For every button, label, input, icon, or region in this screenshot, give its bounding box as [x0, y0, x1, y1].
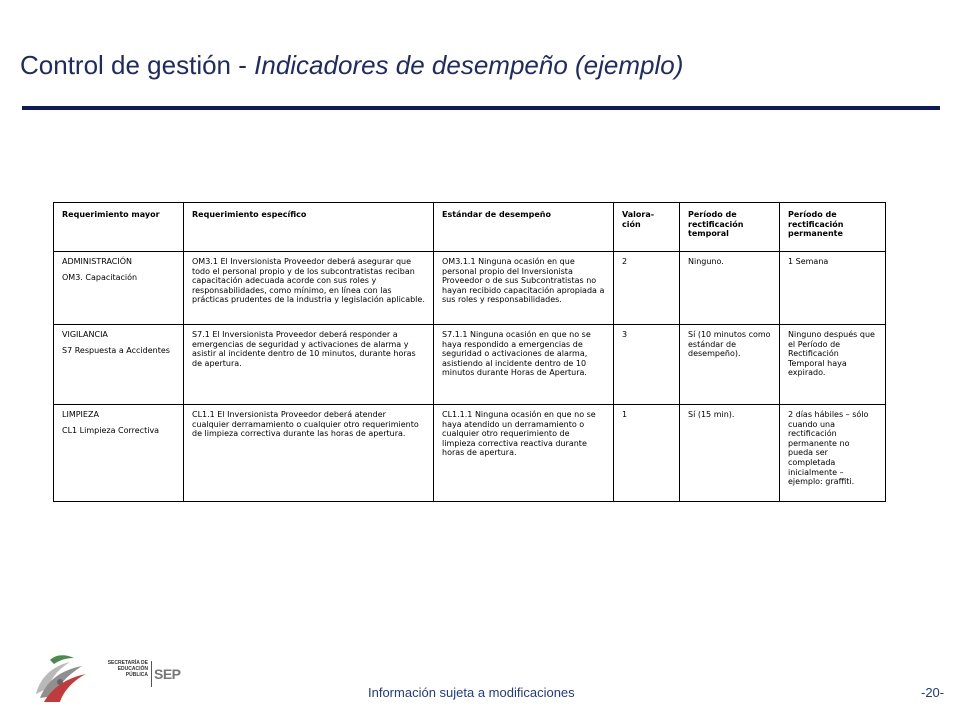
cell-periodo-permanente: 1 Semana — [780, 252, 886, 325]
header-valoracion: Valora-ción — [614, 203, 680, 252]
mayor-title: ADMINISTRACIÓN — [62, 257, 132, 266]
header-estandar-desempeno: Estándar de desempeño — [434, 203, 614, 252]
cell-valoracion: 1 — [614, 405, 680, 502]
header-periodo-temporal: Período de rectificación temporal — [680, 203, 780, 252]
title-italic: Indicadores de desempeño (ejemplo) — [254, 50, 684, 80]
mayor-title: VIGILANCIA — [62, 330, 108, 339]
cell-requerimiento-mayor — [54, 252, 184, 325]
logo-divider — [151, 661, 152, 687]
cell-estandar: S7.1.1 Ninguna ocasión en que no se haya respondido a emergencias de seguridad o activaciones de alarma, asistiendo al incidente dentro de 10 minutos durante Horas de Apertura. — [434, 325, 614, 405]
performance-indicators-table — [53, 202, 886, 502]
table-row — [54, 405, 886, 502]
page-number: -20- — [921, 685, 945, 700]
mayor-subtitle: S7 Respuesta a Accidentes — [62, 345, 170, 355]
cell-requerimiento-mayor — [54, 405, 184, 502]
cell-periodo-temporal: Ninguno. — [680, 252, 780, 325]
title-underline — [22, 106, 940, 110]
cell-requerimiento-especifico: OM3.1 El Inversionista Proveedor deberá asegurar que todo el personal propio y de los subcontratistas reciban capacitación adecuada acorde con sus roles y responsabilidades, como mínimo, en línea con las prácticas prudentes de la industria y legislación aplicable. — [184, 252, 434, 325]
logo-acronym: SEP — [154, 666, 181, 682]
cell-periodo-temporal: Sí (15 min). — [680, 405, 780, 502]
mayor-subtitle: CL1 Limpieza Correctiva — [62, 425, 160, 435]
cell-estandar: CL1.1.1 Ninguna ocasión en que no se haya atendido un derramamiento o cualquier otro requerimiento de limpieza correctiva reactiva durante horas de apertura. — [434, 405, 614, 502]
eagle-seal-icon — [30, 648, 90, 706]
header-requerimiento-especifico: Requerimiento específico — [184, 203, 434, 252]
cell-valoracion: 3 — [614, 325, 680, 405]
cell-requerimiento-especifico: S7.1 El Inversionista Proveedor deberá responder a emergencias de seguridad y activaciones de alarma y asistir al incidente dentro de 10 minutos, durante horas de apertura. — [184, 325, 434, 405]
title-main: Control de gestión - — [20, 50, 255, 80]
cell-requerimiento-especifico: CL1.1 El Inversionista Proveedor deberá atender cualquier derramamiento o cualquier otro requerimiento de limpieza correctiva durante las horas de apertura. — [184, 405, 434, 502]
mayor-subtitle: OM3. Capacitación — [62, 272, 138, 282]
cell-valoracion: 2 — [614, 252, 680, 325]
table-header-row — [54, 203, 886, 252]
cell-periodo-temporal: Sí (10 minutos como estándar de desempeño). — [680, 325, 780, 405]
cell-requerimiento-mayor — [54, 325, 184, 405]
sep-logo — [30, 648, 181, 706]
mayor-title: LIMPIEZA — [62, 410, 99, 419]
table-row — [54, 325, 886, 405]
table-row — [54, 252, 886, 325]
cell-periodo-permanente: 2 días hábiles – sólo cuando una rectificación permanente no pueda ser completada inicialmente – ejemplo: graffiti. — [780, 405, 886, 502]
logo-text: SECRETARÍA DE EDUCACIÓN PÚBLICA — [107, 660, 148, 678]
header-requerimiento-mayor: Requerimiento mayor — [54, 203, 184, 252]
header-periodo-permanente: Período de rectificación permanente — [780, 203, 886, 252]
cell-estandar: OM3.1.1 Ninguna ocasión en que personal propio del Inversionista Proveedor o de sus Subcontratistas no hayan recibido capacitación apropiada a sus roles y responsabilidades. — [434, 252, 614, 325]
cell-periodo-permanente: Ninguno después que el Período de Rectificación Temporal haya expirado. — [780, 325, 886, 405]
page-title — [20, 50, 683, 81]
footer-disclaimer: Información sujeta a modificaciones — [368, 685, 575, 700]
